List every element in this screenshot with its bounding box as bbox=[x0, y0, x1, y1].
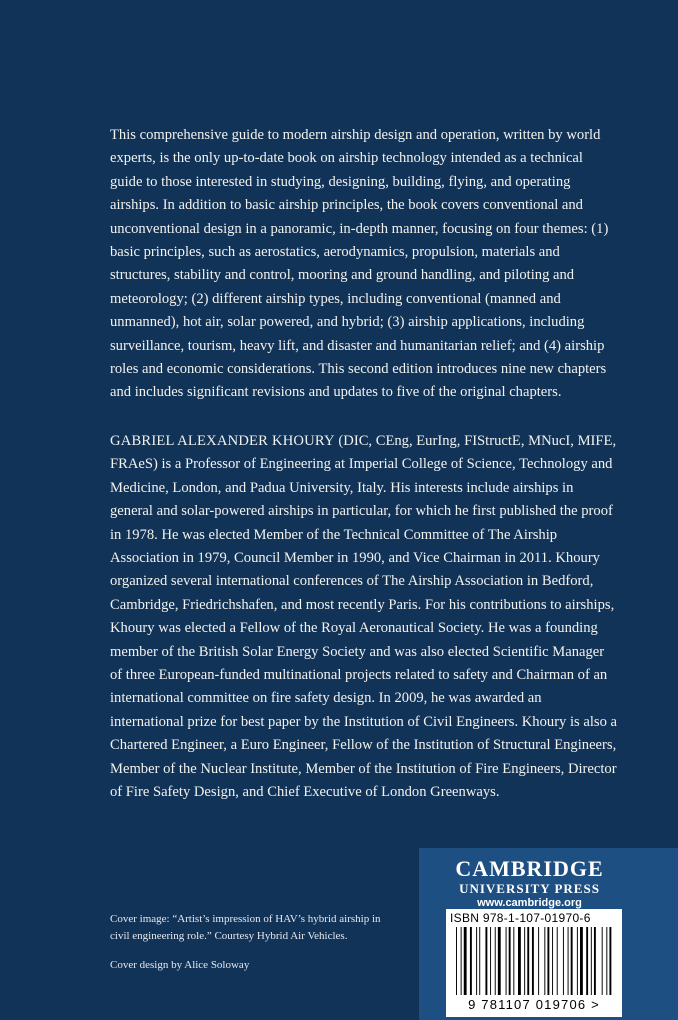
author-name: GABRIEL ALEXANDER KHOURY bbox=[110, 433, 335, 449]
book-description: This comprehensive guide to modern airship design and operation, written by world experts, is the only up-to-date book on airship technology intended as a technical guide to those interested in studying, designing, building, flying, and operating airships. In addition to basic airship principles, the book covers conventional and unconventional design in a panoramic, in-depth manner, focusing on four themes: (1) basic principles, such as aerostatics, aerodynamics, propulsion, materials and structures, stability and control, mooring and ground handling, and piloting and meteorology; (2) different airship types, including conventional (manned and unmanned), hot air, solar powered, and hybrid; (3) airship applications, including surveillance, tourism, heavy lift, and disaster and humanitarian relief; and (4) airship roles and economic considerations. This second edition introduces nine new chapters and includes significant revisions and updates to five of the original chapters. bbox=[110, 127, 609, 401]
publisher-logo-name: CAMBRIDGE bbox=[455, 856, 604, 881]
cover-design-credit: Cover design by Alice Soloway bbox=[110, 959, 250, 971]
isbn-label: ISBN 978-1-107-01970-6 bbox=[450, 911, 591, 925]
barcode-icon bbox=[454, 927, 614, 997]
publisher-url: www.cambridge.org bbox=[477, 897, 582, 909]
barcode-digits: 9 781107 019706 > bbox=[468, 997, 600, 1012]
isbn-barcode bbox=[446, 909, 622, 1017]
author-bio-text: (DIC, CEng, EurIng, FIStructE, MNucI, MIFE, FRAeS) is a Professor of Engineering at Imperial College of Science, Technology and Medicine, London, and Padua University, Italy. His interests include airships in general and solar-powered airships in particular, for which he first published the proof in 1978. He was elected Member of the Technical Committee of The Airship Association in 1979, Council Member in 1990, and Vice Chairman in 2011. Khoury organized several international conferences of The Airship Association in Bedford, Cambridge, Friedrichshafen, and most recently Paris. For his contributions to airships, Khoury was elected a Fellow of the Royal Aeronautical Society. He was a founding member of the British Solar Energy Society and was also elected Scientific Manager of three European-funded multinational projects related to safety and Chairman of an international committee on fire safety design. In 2009, he was awarded an international prize for best paper by the Institution of Civil Engineers. Khoury is also a Chartered Engineer, a Euro Engineer, Fellow of the Institution of Structural Engineers, Member of the Nuclear Institute, Member of the Institution of Fire Engineers, Director of Fire Safety Design, and Chief Executive of London Greenways. bbox=[110, 433, 618, 801]
publisher-logo-press: UNIVERSITY PRESS bbox=[459, 881, 600, 896]
publisher-panel bbox=[419, 848, 678, 1020]
author-bio bbox=[110, 430, 618, 805]
cover-image-credit: Cover image: “Artist’s impression of HAV’s hybrid airship in civil engineering role.” Courtesy Hybrid Air Vehicles. bbox=[110, 913, 381, 942]
